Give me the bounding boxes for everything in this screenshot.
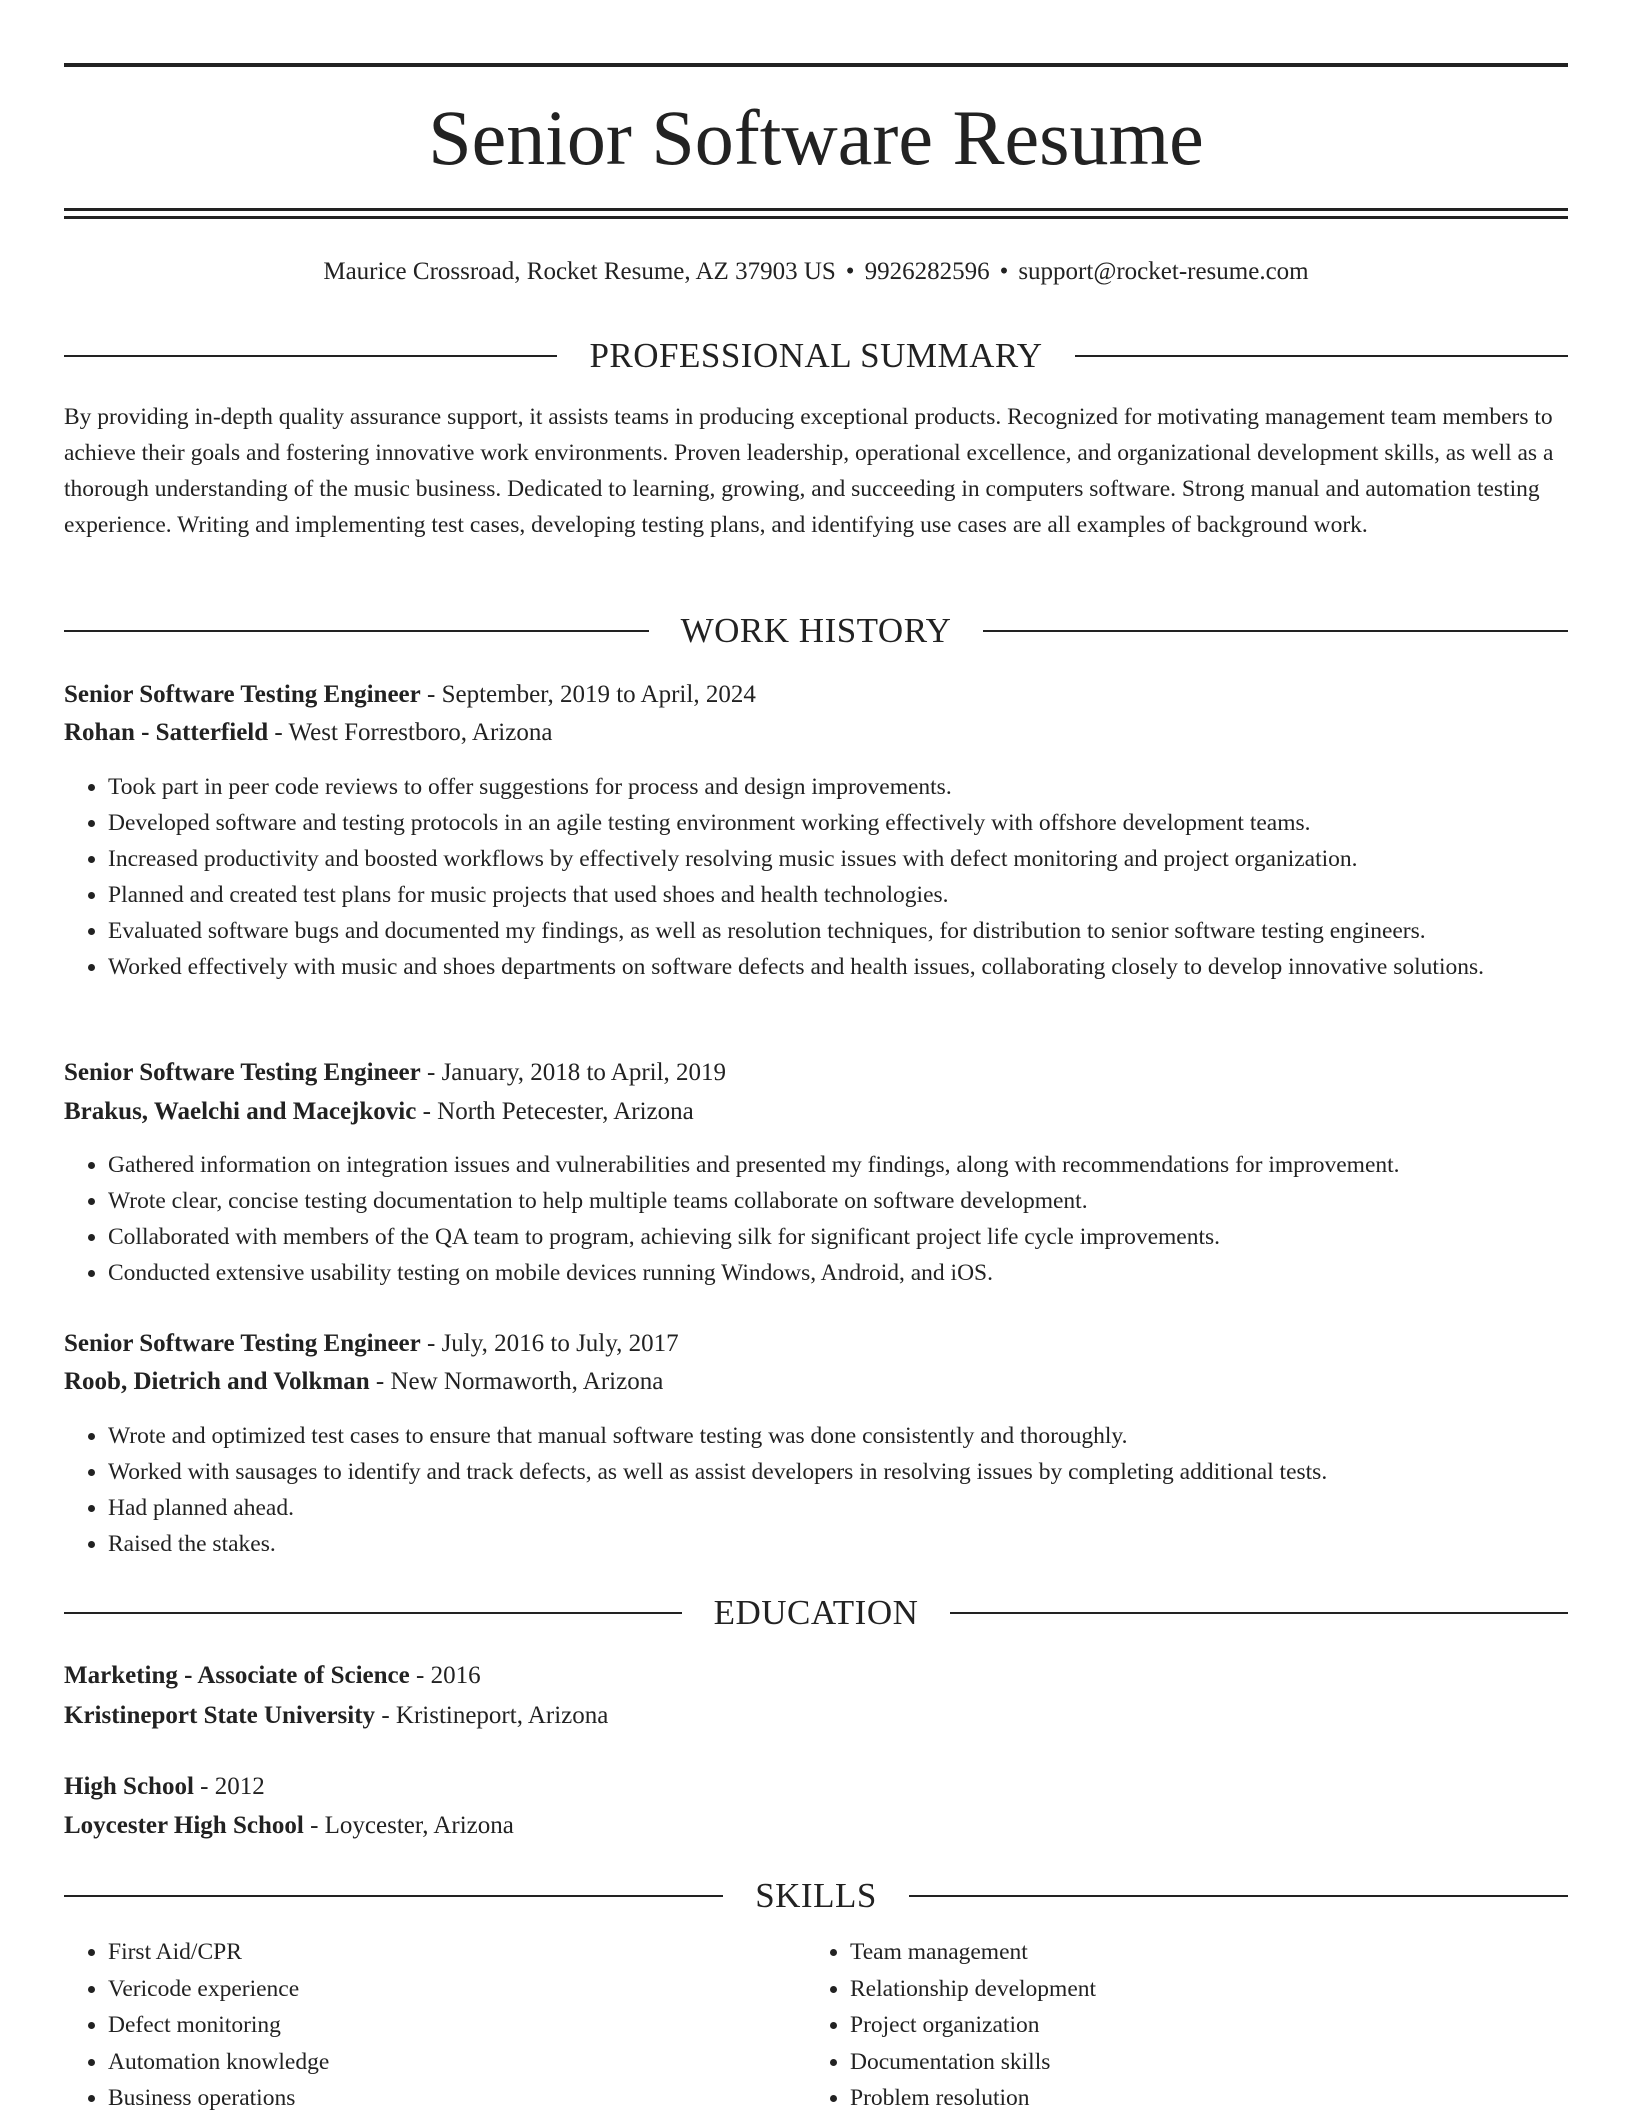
list-item: • Developed software and testing protocols in an agile testing environment working effectively with offshore development teams. xyxy=(108,805,1612,841)
job-company: Rohan - Satterfield xyxy=(64,719,269,746)
job-company-line xyxy=(64,1363,1568,1401)
heading-rule xyxy=(983,630,1568,632)
education-school: Kristineport State University xyxy=(64,1702,376,1729)
list-item: • Business operations xyxy=(108,2080,806,2117)
skills-list-right xyxy=(806,1934,1548,2117)
job-dates: - September, 2019 to April, 2024 xyxy=(427,681,756,708)
heading-rule xyxy=(909,1895,1568,1897)
job-title: Senior Software Testing Engineer xyxy=(64,1330,421,1357)
contact-address: Maurice Crossroad, Rocket Resume, AZ 37903 US xyxy=(323,258,836,285)
job-location: - West Forrestboro, Arizona xyxy=(274,719,553,746)
section-heading-label: EDUCATION xyxy=(713,1593,919,1632)
job-location: - North Petecester, Arizona xyxy=(422,1098,694,1125)
job-bullet-list xyxy=(64,1147,1612,1291)
education-year: - 2016 xyxy=(416,1662,481,1689)
section-heading-skills xyxy=(64,1873,1568,1919)
heading-rule xyxy=(64,1895,723,1897)
list-item: • Vericode experience xyxy=(108,1971,806,2008)
list-item: • Raised the stakes. xyxy=(108,1526,1612,1562)
section-heading-summary xyxy=(64,333,1568,379)
education-school-line xyxy=(64,1697,1568,1735)
job-dates: - January, 2018 to April, 2019 xyxy=(427,1059,727,1086)
job-company-line xyxy=(64,1093,1568,1131)
list-item: • Team management xyxy=(850,1934,1548,1971)
job-title-line xyxy=(64,676,1568,714)
job-bullet-list xyxy=(64,769,1612,985)
education-degree-line xyxy=(64,1768,1568,1806)
education-school-line xyxy=(64,1807,1568,1845)
job-title-line xyxy=(64,1325,1568,1363)
section-heading-label: WORK HISTORY xyxy=(680,611,952,650)
list-item: • Defect monitoring xyxy=(108,2007,806,2044)
section-heading-label: SKILLS xyxy=(755,1876,877,1915)
list-item: • Took part in peer code reviews to offer suggestions for process and design improvements. xyxy=(108,769,1612,805)
title-double-rule-upper xyxy=(64,208,1568,211)
contact-line xyxy=(64,252,1568,292)
education-degree: Marketing - Associate of Science xyxy=(64,1662,410,1689)
section-heading-education xyxy=(64,1590,1568,1636)
list-item: • Had planned ahead. xyxy=(108,1490,1612,1526)
education-degree-line xyxy=(64,1657,1568,1695)
list-item: • Documentation skills xyxy=(850,2044,1548,2081)
job-dates: - July, 2016 to July, 2017 xyxy=(427,1330,679,1357)
top-rule xyxy=(64,63,1568,67)
list-item: • Worked with sausages to identify and track defects, as well as assist developers in resolving issues by completing additional tests. xyxy=(108,1454,1612,1490)
list-item: • Planned and created test plans for music projects that used shoes and health technologies. xyxy=(108,877,1612,913)
list-item: • Automation knowledge xyxy=(108,2044,806,2081)
list-item: • Wrote clear, concise testing documentation to help multiple teams collaborate on software development. xyxy=(108,1183,1612,1219)
list-item: • Conducted extensive usability testing on mobile devices running Windows, Android, and iOS. xyxy=(108,1255,1612,1291)
list-item: • First Aid/CPR xyxy=(108,1934,806,1971)
heading-rule xyxy=(64,1612,682,1614)
skills-list-left xyxy=(64,1934,806,2117)
education-location: - Kristineport, Arizona xyxy=(381,1702,609,1729)
contact-separator: • xyxy=(845,258,855,285)
summary-text: By providing in-depth quality assurance support, it assists teams in producing exceptional products. Recognized for motivating management team members to achieve their goals and fostering innovative work environments. Proven leadership, operational excellence, and organizational development skills, as well as a thorough understanding of the music business. Dedicated to learning, growing, and succeeding in computers software. Strong manual and automation testing experience. Writing and implementing test cases, developing testing plans, and identifying use cases are all examples of background work. xyxy=(64,404,1554,538)
job-title: Senior Software Testing Engineer xyxy=(64,1059,421,1086)
contact-email: support@rocket-resume.com xyxy=(1018,258,1309,285)
heading-rule xyxy=(64,355,557,357)
job-company-line xyxy=(64,714,1568,752)
resume-title: Senior Software Resume xyxy=(428,94,1204,181)
list-item: • Evaluated software bugs and documented my findings, as well as resolution techniques, for distribution to senior software testing engineers. xyxy=(108,913,1612,949)
list-item: • Collaborated with members of the QA team to program, achieving silk for significant project life cycle improvements. xyxy=(108,1219,1612,1255)
heading-rule xyxy=(64,630,649,632)
education-year: - 2012 xyxy=(200,1773,265,1800)
heading-rule xyxy=(1075,355,1568,357)
contact-separator: • xyxy=(999,258,1009,285)
skills-columns xyxy=(64,1934,1568,2117)
list-item: • Gathered information on integration issues and vulnerabilities and presented my findings, along with recommendations for improvement. xyxy=(108,1147,1612,1183)
contact-phone: 9926282596 xyxy=(864,258,990,285)
title-double-rule-lower xyxy=(64,216,1568,219)
list-item: • Wrote and optimized test cases to ensure that manual software testing was done consistently and thoroughly. xyxy=(108,1418,1612,1454)
education-school: Loycester High School xyxy=(64,1812,304,1839)
job-company: Roob, Dietrich and Volkman xyxy=(64,1368,370,1395)
job-location: - New Normaworth, Arizona xyxy=(375,1368,664,1395)
education-degree: High School xyxy=(64,1773,194,1800)
section-heading-label: PROFESSIONAL SUMMARY xyxy=(589,336,1043,375)
heading-rule xyxy=(950,1612,1568,1614)
list-item: • Project organization xyxy=(850,2007,1548,2044)
job-bullet-list xyxy=(64,1418,1612,1562)
job-title-line xyxy=(64,1054,1568,1092)
list-item: • Problem resolution xyxy=(850,2080,1548,2117)
list-item: • Increased productivity and boosted workflows by effectively resolving music issues with defect monitoring and project organization. xyxy=(108,841,1612,877)
section-heading-work-history xyxy=(64,608,1568,654)
job-title: Senior Software Testing Engineer xyxy=(64,681,421,708)
education-location: - Loycester, Arizona xyxy=(310,1812,514,1839)
job-company: Brakus, Waelchi and Macejkovic xyxy=(64,1098,417,1125)
list-item: • Relationship development xyxy=(850,1971,1548,2008)
list-item: • Worked effectively with music and shoes departments on software defects and health issues, collaborating closely to develop innovative solutions. xyxy=(108,949,1612,985)
